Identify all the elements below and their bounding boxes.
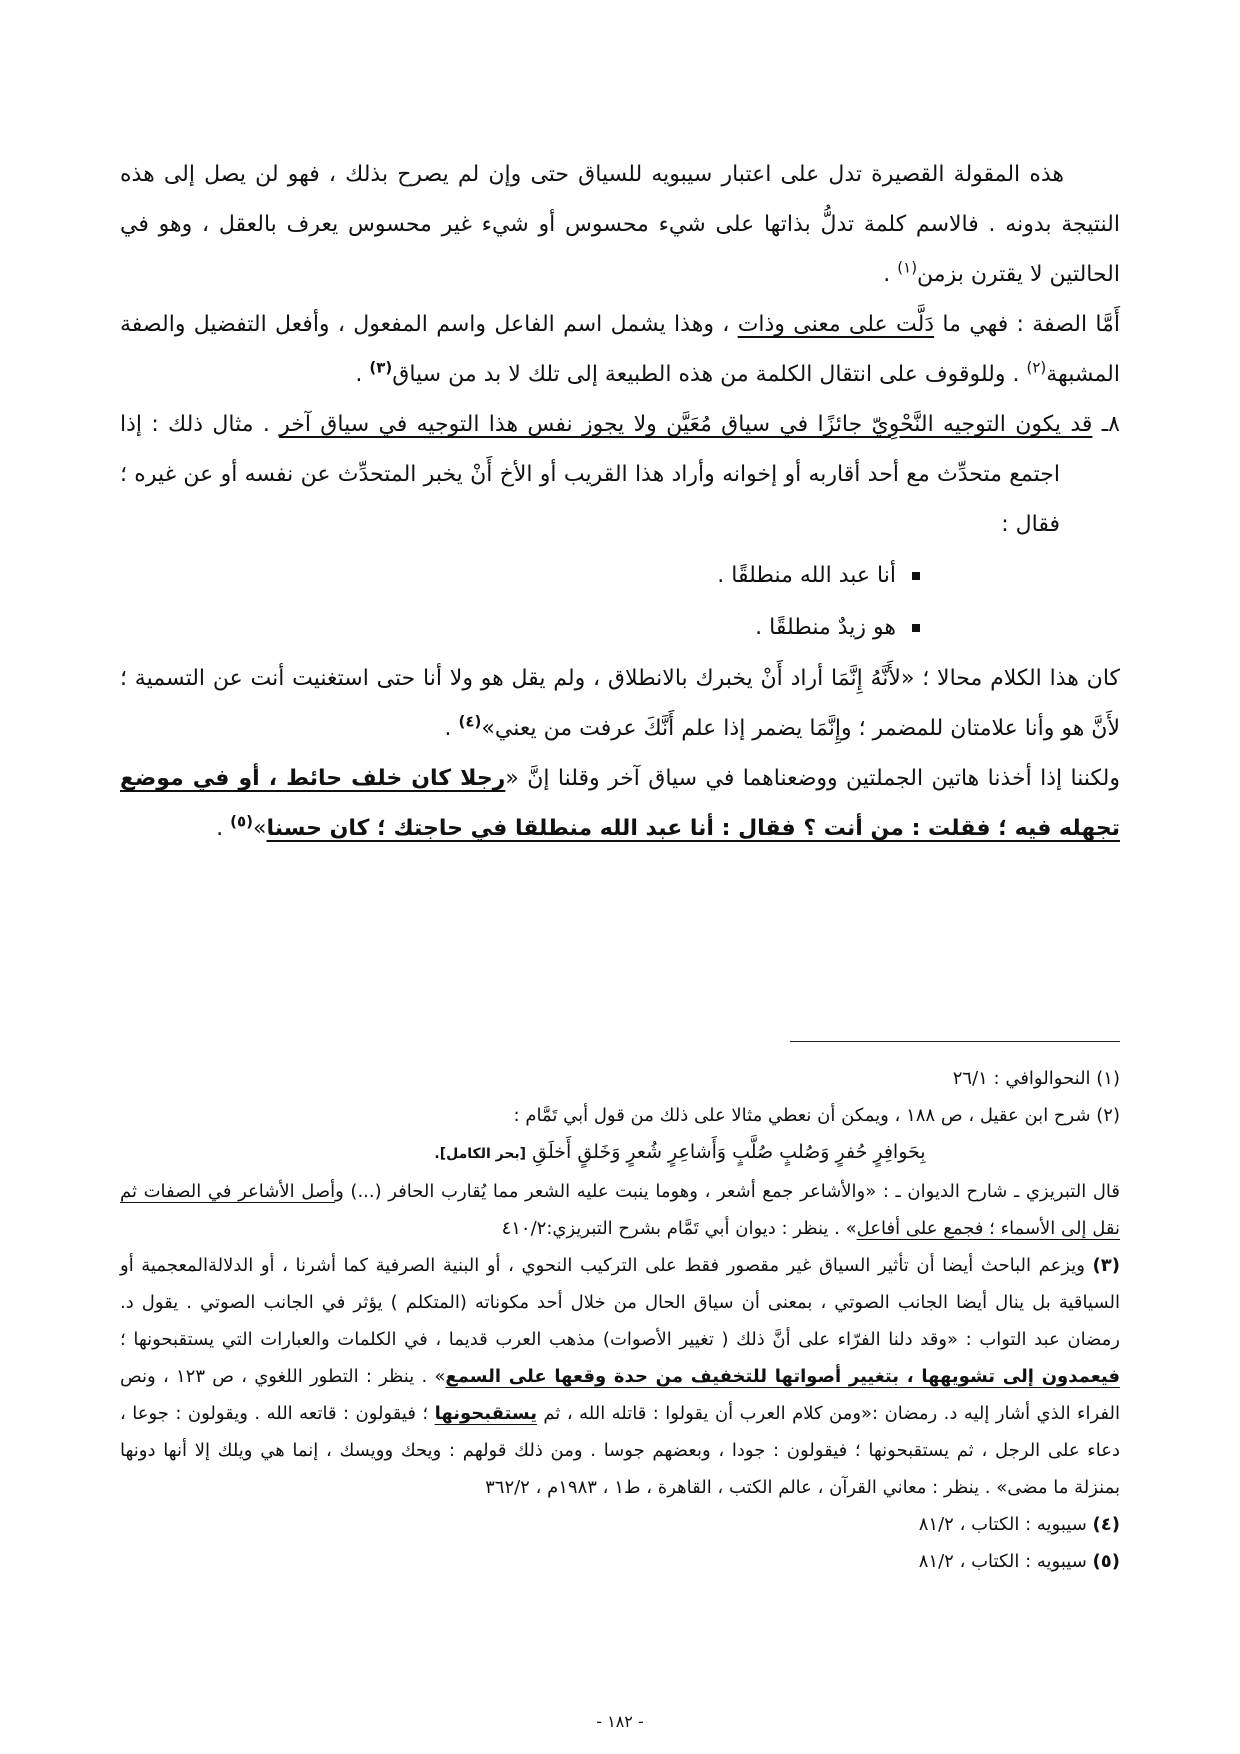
list-item-text: هو زيدٌ منطلقًا . <box>755 615 896 640</box>
footnote-3 <box>120 1247 1120 1506</box>
paragraph-2 <box>120 300 1120 400</box>
paragraph-2-text-a: أَمَّا الصفة : فهي ما <box>934 312 1120 337</box>
main-text <box>120 150 1120 854</box>
footnote-2-text-a: قال التبريزي ـ شارح الديوان ـ : «والأشاعر جمع أشعر ، وهوما ينبت عليه الشعر مما يُقارب الحافر (...) و <box>335 1181 1120 1202</box>
list-item <box>120 550 920 602</box>
paragraph-4-text: كان هذا الكلام محالا ؛ «لأَنَّهُ إِنَّمَا أراد أَنْ يخبرك بالانطلاق ، ولم يقل هو ولا أنا حتى استغنيت أنت عن التسمية ؛ لأَنَّ هو وأنا علامتان للمضمر ؛ وإِنَّمَا يضمر إذا علم أَنَّكَ عرفت من يعني» <box>120 666 1120 741</box>
footnote-2-continued <box>120 1173 1120 1247</box>
footnote-2-underlined: أصل الأشاعر في الصفات ثم نقل إلى الأسماء ؛ فجمع على أفاعل <box>120 1181 1120 1239</box>
list-item <box>120 602 920 654</box>
footnote-4-text: سيبويه : الكتاب ، ٨١/٢ <box>918 1514 1093 1535</box>
paragraph-2-text-b: ، وهذا يشمل اسم الفاعل واسم المفعول ، وأفعل التفضيل والصفة المشبهة <box>120 312 1120 387</box>
footnote-ref-2: (٢) <box>1026 358 1047 377</box>
list-item-text: أنا عبد الله منطلقًا . <box>717 563 896 588</box>
paragraph-3 <box>120 400 1120 550</box>
footnote-1: (١) النحوالوافي : ٢٦/١ <box>952 1068 1120 1089</box>
footnote-4 <box>120 1506 1120 1543</box>
footnote-ref-4: (٤) <box>458 712 482 731</box>
paragraph-5-emphasis: رجلا كان خلف حائط ، أو في موضع تجهله فيه ؛ فقلت : من أنت ؟ فقال : أنا عبد الله منطلقا في حاجتك ؛ كان حسنا <box>120 766 1120 841</box>
example-list <box>120 550 1120 654</box>
square-bullet-icon <box>912 572 920 580</box>
paragraph-1-end: . <box>883 262 898 287</box>
footnote-2-text-b: » . ينظر : ديوان أبي تَمَّام بشرح التبريزي:٤١٠/٢ <box>501 1218 857 1239</box>
square-bullet-icon <box>912 624 920 632</box>
paragraph-1-text: هذه المقولة القصيرة تدل على اعتبار سيبويه للسياق حتى وإن لم يصرح بذلك ، فهو لن يصل إلى هذه النتيجة بدونه . فالاسم كلمة تدلُّ بذاتها على شيء محسوس أو شيء غير محسوس يعرف بالعقل ، وهو في الحالتين لا يقترن بزمن <box>120 162 1120 287</box>
paragraph-3-underlined: قد يكون التوجيه النَّحْوِيّ جائزًا في سياق مُعَيَّن ولا يجوز نفس هذا التوجيه في سياق آخر <box>279 412 1093 437</box>
paragraph-4-end: . <box>444 716 459 741</box>
footnote-ref-5: (٥) <box>230 812 253 831</box>
footnotes <box>120 1060 1120 1580</box>
paragraph-5 <box>120 754 1120 854</box>
paragraph-5-text-b: » <box>252 816 267 841</box>
paragraph-1 <box>120 150 1120 300</box>
paragraph-5-end: . <box>216 816 231 841</box>
footnote-5-text: سيبويه : الكتاب ، ٨١/٢ <box>918 1551 1093 1572</box>
footnote-3-emphasis-2: يستقبحونها <box>434 1403 537 1424</box>
footnote-3-text-a: ويزعم الباحث أيضا أن تأثير السياق غير مقصور فقط على التركيب النحوي ، أو البنية الصرفية كما أشرنا ، أو الدلالةالمعجمية أو السياقية بل ينال أيضا الجانب الصوتي ، بمعنى أن سياق الحال من خلال أحد مكوناته (المتكلم ) يؤثر في الجانب الصوتي . يقول د. رمضان عبد التواب : «وقد دلنا الفرّاء على أنَّ ذلك ( تغيير الأصوات) مذهب العرب قديما ، في الكلمات والعبارات التي يستقبحونها ؛ <box>120 1255 1120 1350</box>
item-number-8: ٨ـ <box>1092 412 1120 437</box>
paragraph-2-end: . <box>355 362 370 387</box>
footnote-3-text-b: » . ينظر : التطور اللغوي ، ص ١٢٣ ، ونص الفراء الذي أشار إليه د. رمضان :«ومن كلام العرب أن يقولوا : قاتله الله ، ثم <box>120 1366 1121 1424</box>
footnote-separator <box>790 1041 1120 1042</box>
footnote-3-emphasis: فيعمدون إلى تشويهها ، بتغيير أصواتها للتخفيف من حدة وقعها على السمع <box>445 1366 1121 1387</box>
paragraph-3-text: . مثال ذلك : إذا اجتمع متحدِّث مع أحد أقاربه أو إخوانه وأراد هذا القريب أو الأخ أَنْ يخبر المتحدِّث عن نفسه أو عن غيره ؛ فقال : <box>120 412 1060 537</box>
footnote-2: (٢) شرح ابن عقيل ، ص ١٨٨ ، ويمكن أن نعطي مثالا على ذلك من قول أبي تَمَّام : <box>513 1105 1120 1126</box>
footnote-3-number: (٣) <box>1092 1255 1120 1276</box>
footnote-4-number: (٤) <box>1092 1514 1120 1535</box>
paragraph-5-text-a: ولكننا إذا أخذنا هاتين الجملتين ووضعناهما في سياق آخر وقلنا إنَّ « <box>505 766 1120 791</box>
footnote-3-text-c: ؛ فيقولون : قاتعه الله . ويقولون : جوعا ، دعاء على الرجل ، ثم يستقبحونها ؛ فيقولون : جودا ، وبعضهم جوسا . ومن ذلك قولهم : ويحك وويسك ، إنما هي ويلك إلا أنها دونها بمنزلة ما مضى» . ينظر : معاني القرآن ، عالم الكتب ، القاهرة ، ط١ ، ١٩٨٣م ، ٣٦٢/٢ <box>120 1403 1120 1498</box>
paragraph-2-underlined: دَلَّت على معنى وذات <box>737 312 935 337</box>
verse-meter: [بحر الكامل]. <box>434 1146 527 1162</box>
page-number: - ١٨٢ - <box>596 1712 644 1731</box>
poetry-verse <box>120 1134 1120 1173</box>
paragraph-4 <box>120 654 1120 754</box>
paragraph-2-text-c: . وللوقوف على انتقال الكلمة من هذه الطبيعة إلى تلك لا بد من سياق <box>392 362 1027 387</box>
footnote-ref-1: (١) <box>897 258 918 277</box>
footnote-5-number: (٥) <box>1092 1551 1120 1572</box>
verse-text: بِحَوافِرٍ حُفرٍ وَصُلبٍ صُلَّبٍ وَأَشاعِرٍ شُعرٍ وَخَلقٍ أَخلَقِ <box>532 1141 926 1163</box>
footnote-5 <box>120 1543 1120 1580</box>
footnote-ref-3: (٣) <box>369 358 393 377</box>
